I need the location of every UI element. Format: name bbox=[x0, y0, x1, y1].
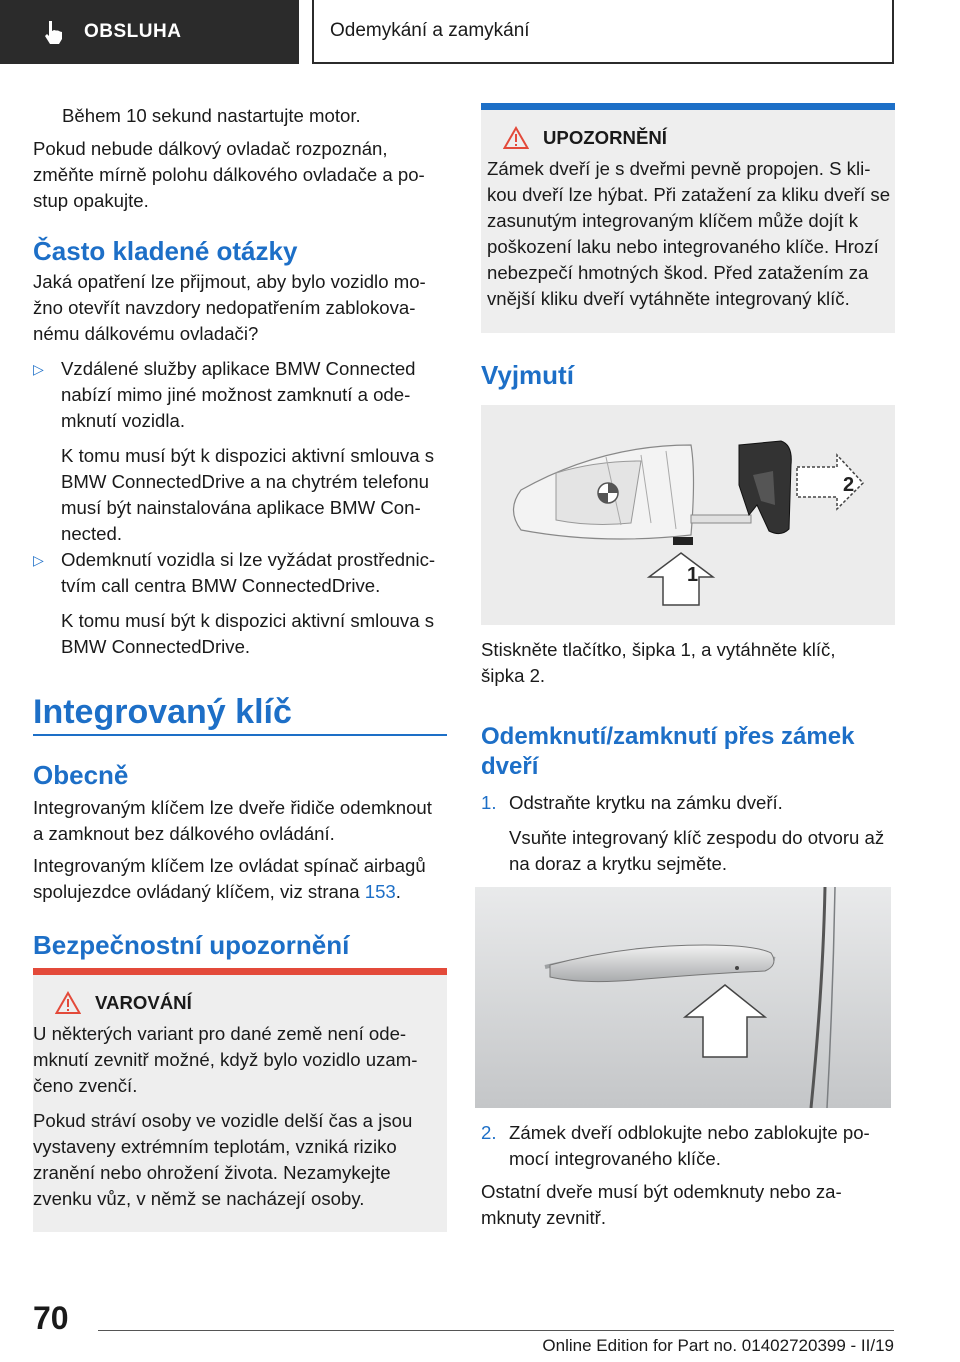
text-line: Zámek dveří je s dveřmi pevně propojen. S kli‐ bbox=[487, 158, 871, 179]
text-line: nected. bbox=[61, 523, 122, 544]
heading-line: dveří bbox=[481, 753, 539, 780]
text-line: poškození laku nebo integrovaného klíče. Hrozí bbox=[487, 236, 879, 257]
text-line: Odstraňte krytku na zámku dveří. bbox=[509, 792, 783, 813]
main-heading: Integrovaný klíč bbox=[33, 693, 292, 731]
text-line: mocí integrovaného klíče. bbox=[509, 1148, 721, 1169]
warning-box bbox=[33, 968, 447, 1232]
arrow-1-label: 1 bbox=[687, 564, 699, 586]
caution-triangle-icon bbox=[503, 126, 529, 150]
faq-answer-1 bbox=[33, 356, 447, 547]
footer-rule bbox=[98, 1330, 894, 1331]
text-line: Pokud nebude dálkový ovladač rozpoznán, bbox=[33, 138, 388, 159]
text-line: zvenku vůz, v němž se nacházejí osoby. bbox=[33, 1188, 365, 1209]
text-line: a zamknout bez dálkového ovládání. bbox=[33, 823, 335, 844]
key-removal-figure bbox=[481, 405, 895, 625]
text-line: vystaveny extrémním teplotám, vzniká riziko bbox=[33, 1136, 397, 1157]
text-span: . bbox=[395, 881, 401, 902]
warning-bar bbox=[33, 968, 447, 975]
text-line: Zámek dveří odblokujte nebo zablokujte po‐ bbox=[509, 1122, 870, 1143]
text-line: nabízí mimo jiné možnost zamknutí a ode‐ bbox=[61, 384, 411, 405]
faq-answer-2 bbox=[33, 547, 447, 660]
figure-caption bbox=[481, 637, 895, 689]
unlock-heading bbox=[481, 722, 895, 782]
general-paragraph-1 bbox=[33, 795, 447, 847]
intro-paragraph bbox=[33, 136, 447, 214]
text-line: mknuty zevnitř. bbox=[481, 1207, 607, 1228]
caution-title: UPOZORNĚNÍ bbox=[543, 127, 667, 148]
warning-title: VAROVÁNÍ bbox=[95, 992, 192, 1013]
step-number: 1. bbox=[481, 792, 497, 813]
step-number: 2. bbox=[481, 1122, 497, 1143]
text-line: žno otevřít navzdory nedopatřením zablokova‐ bbox=[33, 297, 416, 318]
intro-step: Během 10 sekund nastartujte motor. bbox=[62, 105, 361, 126]
caution-header bbox=[487, 126, 895, 150]
text-line: šipka 2. bbox=[481, 665, 546, 686]
heading-line: Odemknutí/zamknutí přes zámek bbox=[481, 723, 855, 750]
text-line: Jaká opatření lze přijmout, aby bylo vozidlo mo‐ bbox=[33, 271, 426, 292]
warning-header bbox=[33, 991, 447, 1015]
page-link[interactable]: 153 bbox=[364, 881, 396, 902]
text-line: vnější kliku dveří vytáhněte integrovaný klíč. bbox=[487, 288, 850, 309]
text-line: nebezpečí hmotných škod. Před zatažením za bbox=[487, 262, 869, 283]
caution-box bbox=[481, 103, 895, 333]
text-span: spolujezdce ovládaný klíčem, viz strana bbox=[33, 881, 365, 902]
heading-rule bbox=[33, 734, 447, 736]
edition-note: Online Edition for Part no. 01402720399 - II/19 bbox=[542, 1336, 894, 1355]
page-number: 70 bbox=[33, 1300, 69, 1336]
text-line: tvím call centra BMW ConnectedDrive. bbox=[61, 575, 381, 596]
text-line bbox=[33, 879, 447, 905]
text-line: Pokud stráví osoby ve vozidle delší čas a jsou bbox=[33, 1110, 413, 1131]
triangle-bullet-icon: ▷ bbox=[33, 361, 44, 377]
text-line: BMW ConnectedDrive. bbox=[61, 636, 251, 657]
text-line: stup opakujte. bbox=[33, 190, 149, 211]
general-heading: Obecně bbox=[33, 760, 129, 790]
text-line: Stiskněte tlačítko, šipka 1, a vytáhněte klíč, bbox=[481, 639, 836, 660]
text-line: na doraz a krytku sejměte. bbox=[509, 853, 728, 874]
text-line: Integrovaným klíčem lze dveře řidiče odemknout bbox=[33, 797, 432, 818]
section-label: OBSLUHA bbox=[84, 21, 182, 42]
text-line: Integrovaným klíčem lze ovládat spínač airbagů bbox=[33, 855, 426, 876]
key-fob-illustration bbox=[481, 405, 895, 625]
text-line: zranění nebo ohrožení života. Nezamykejte bbox=[33, 1162, 391, 1183]
warning-text bbox=[33, 1015, 447, 1212]
text-line: nému dálkovému ovladači? bbox=[33, 323, 259, 344]
text-line: K tomu musí být k dispozici aktivní smlouva s bbox=[61, 445, 435, 466]
caution-text bbox=[487, 150, 895, 312]
door-handle-illustration bbox=[475, 887, 891, 1108]
text-line: BMW ConnectedDrive a na chytrém telefonu bbox=[61, 471, 429, 492]
text-line: U některých variant pro dané země není ode‐ bbox=[33, 1023, 407, 1044]
step-1 bbox=[481, 790, 895, 877]
text-line: změňte mírně polohu dálkového ovladače a po‐ bbox=[33, 164, 425, 185]
faq-question bbox=[33, 269, 447, 347]
remove-heading: Vyjmutí bbox=[481, 360, 574, 390]
step-2 bbox=[481, 1120, 895, 1172]
text-line: čeno zvenčí. bbox=[33, 1075, 138, 1096]
faq-heading: Často kladené otázky bbox=[33, 236, 298, 266]
text-line: musí být nainstalována aplikace BMW Con‐ bbox=[61, 497, 421, 518]
page-title: Odemykání a zamykání bbox=[312, 0, 894, 64]
section-tab[interactable] bbox=[0, 0, 299, 64]
text-line: kou dveří lze hýbat. Při zatažení za kliku dveří se bbox=[487, 184, 891, 205]
arrow-2-label: 2 bbox=[843, 474, 855, 496]
triangle-bullet-icon: ▷ bbox=[33, 552, 44, 568]
text-line: Odemknutí vozidla si lze vyžádat prostřednic‐ bbox=[61, 549, 436, 570]
text-line: Vzdálené služby aplikace BMW Connected bbox=[61, 358, 416, 379]
text-line: zasunutým integrovaným klíčem může dojít k bbox=[487, 210, 858, 231]
text-line: Ostatní dveře musí být odemknuty nebo za‐ bbox=[481, 1181, 842, 1202]
text-line: mknutí vozidla. bbox=[61, 410, 186, 431]
text-line: Vsuňte integrovaný klíč zespodu do otvoru až bbox=[509, 827, 885, 848]
safety-heading: Bezpečnostní upozornění bbox=[33, 930, 350, 960]
hand-pointer-icon bbox=[40, 18, 68, 46]
text-line: mknutí zevnitř možné, když bylo vozidlo uzam‐ bbox=[33, 1049, 418, 1070]
caution-bar bbox=[481, 103, 895, 110]
text-line: K tomu musí být k dispozici aktivní smlouva s bbox=[61, 610, 435, 631]
other-doors-note bbox=[481, 1179, 895, 1231]
warning-triangle-icon bbox=[55, 991, 81, 1015]
general-paragraph-2 bbox=[33, 853, 447, 905]
door-handle-figure bbox=[475, 887, 891, 1108]
